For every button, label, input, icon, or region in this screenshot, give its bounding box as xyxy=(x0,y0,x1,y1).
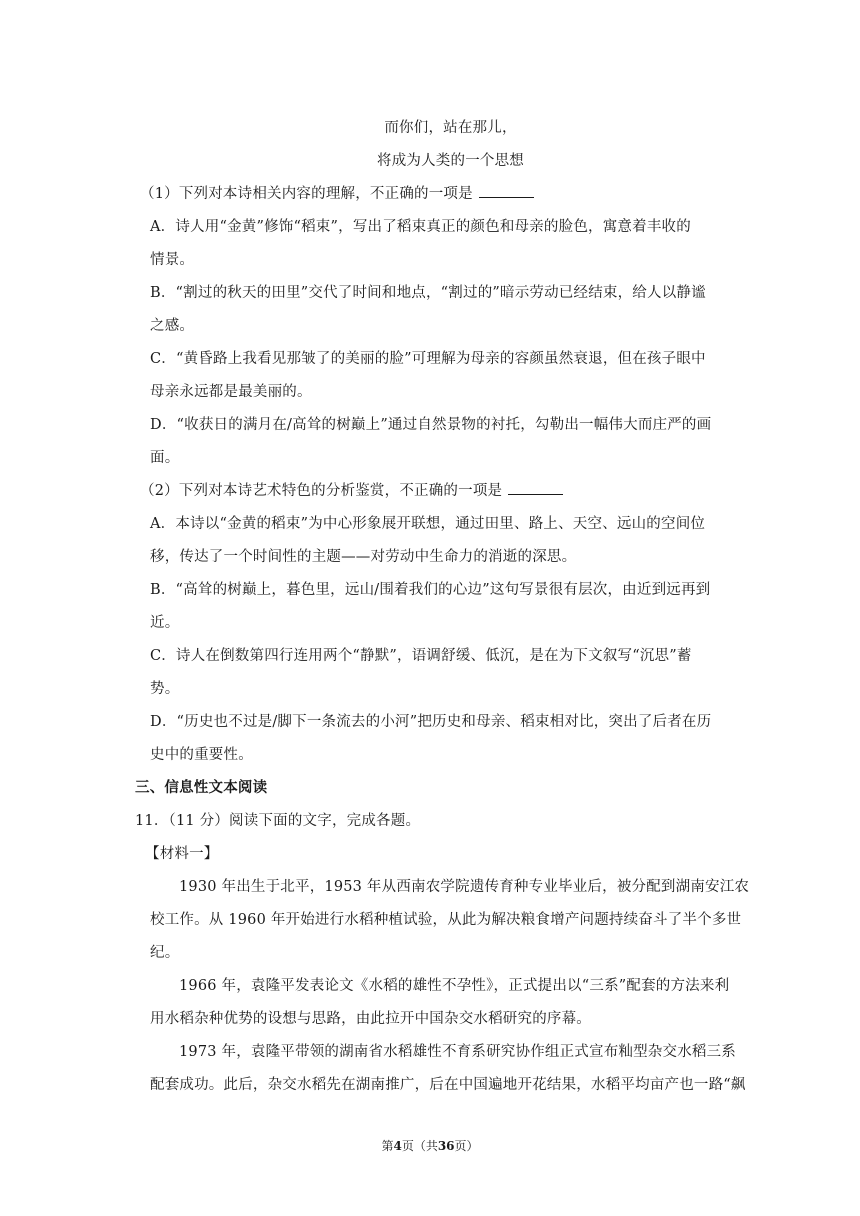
option-b-line: B．“高耸的树巅上，暮色里，远山/围着我们的心边”这句写景很有层次，由近到远再到 xyxy=(150,582,711,598)
page-footer xyxy=(0,1137,860,1154)
answer-blank xyxy=(508,480,563,495)
option-c-line: 势。 xyxy=(150,681,180,697)
paragraph-line: 1930 年出生于北平，1953 年从西南农学院遗传育种专业毕业后，被分配到湖南安江农 xyxy=(179,879,750,895)
answer-blank xyxy=(479,183,534,198)
footer-prefix: 第 xyxy=(381,1139,394,1153)
option-b-line: 之感。 xyxy=(150,318,195,334)
option-d-line: 史中的重要性。 xyxy=(150,747,253,763)
paragraph-line: 1966 年，袁隆平发表论文《水稻的雄性不孕性》，正式提出以“三系”配套的方法来利 xyxy=(179,978,730,994)
option-a-line: 移，传达了一个时间性的主题——对劳动中生命力的消逝的深思。 xyxy=(150,549,577,565)
option-a-line: A．本诗以“金黄的稻束”为中心形象展开联想，通过田里、路上、天空、远山的空间位 xyxy=(150,516,706,532)
question-2-stem xyxy=(140,475,735,508)
option-d-line: D．“收获日的满月在/高耸的树巅上”通过自然景物的衬托，勾勒出一幅伟大而庄严的画 xyxy=(150,417,712,433)
footer-middle: 页（共 xyxy=(401,1139,438,1153)
option-a-line: A．诗人用“金黄”修饰“稻束”，写出了稻束真正的颜色和母亲的脸色，寓意着丰收的 xyxy=(150,219,691,235)
material-label: 【材料一】 xyxy=(145,846,219,862)
question-1-stem xyxy=(140,178,735,211)
question-1-stem-text: （1）下列对本诗相关内容的理解，不正确的一项是 xyxy=(140,186,473,202)
poem-line: 将成为人类的一个思想 xyxy=(377,153,524,169)
total-pages: 36 xyxy=(437,1139,455,1153)
document-body xyxy=(135,112,750,1102)
paragraph-line: 用水稻杂种优势的设想与思路，由此拉开中国杂交水稻研究的序幕。 xyxy=(150,1011,591,1027)
poem-line: 而你们，站在那儿， xyxy=(384,120,517,136)
option-c-line: 母亲永远都是最美丽的。 xyxy=(150,384,312,400)
section-heading: 三、信息性文本阅读 xyxy=(135,780,268,796)
option-b-line: B．“割过的秋天的田里”交代了时间和地点，“割过的”暗示劳动已经结束，给人以静谧 xyxy=(150,285,706,301)
paragraph-line: 纪。 xyxy=(150,945,180,961)
paragraph-line: 1973 年，袁隆平带领的湖南省水稻雄性不育系研究协作组正式宣布籼型杂交水稻三系 xyxy=(179,1044,737,1060)
paragraph-line: 校工作。从 1960 年开始进行水稻种植试验，从此为解决粮食增产问题持续奋斗了半个多世 xyxy=(150,912,742,928)
question-11-stem: 11．（11 分）阅读下面的文字，完成各题。 xyxy=(135,813,421,829)
option-a-line: 情景。 xyxy=(150,252,195,268)
option-d-line: 面。 xyxy=(150,450,180,466)
paragraph-line: 配套成功。此后，杂交水稻先在湖南推广，后在中国遍地开花结果，水稻平均亩产也一路“飙 xyxy=(150,1077,746,1093)
option-c-line: C．“黄昏路上我看见那皱了的美丽的脸”可理解为母亲的容颜虽然衰退，但在孩子眼中 xyxy=(150,351,706,367)
option-c-line: C．诗人在倒数第四行连用两个“静默”，语调舒缓、低沉，是在为下文叙写“沉思”蓄 xyxy=(150,648,692,664)
option-b-line: 近。 xyxy=(150,615,180,631)
question-2-stem-text: （2）下列对本诗艺术特色的分析鉴赏，不正确的一项是 xyxy=(140,483,503,499)
option-d-line: D．“历史也不过是/脚下一条流去的小河”把历史和母亲、稻束相对比，突出了后者在历 xyxy=(150,714,712,730)
page-number: 4 xyxy=(393,1139,402,1153)
footer-suffix: 页） xyxy=(454,1139,479,1153)
